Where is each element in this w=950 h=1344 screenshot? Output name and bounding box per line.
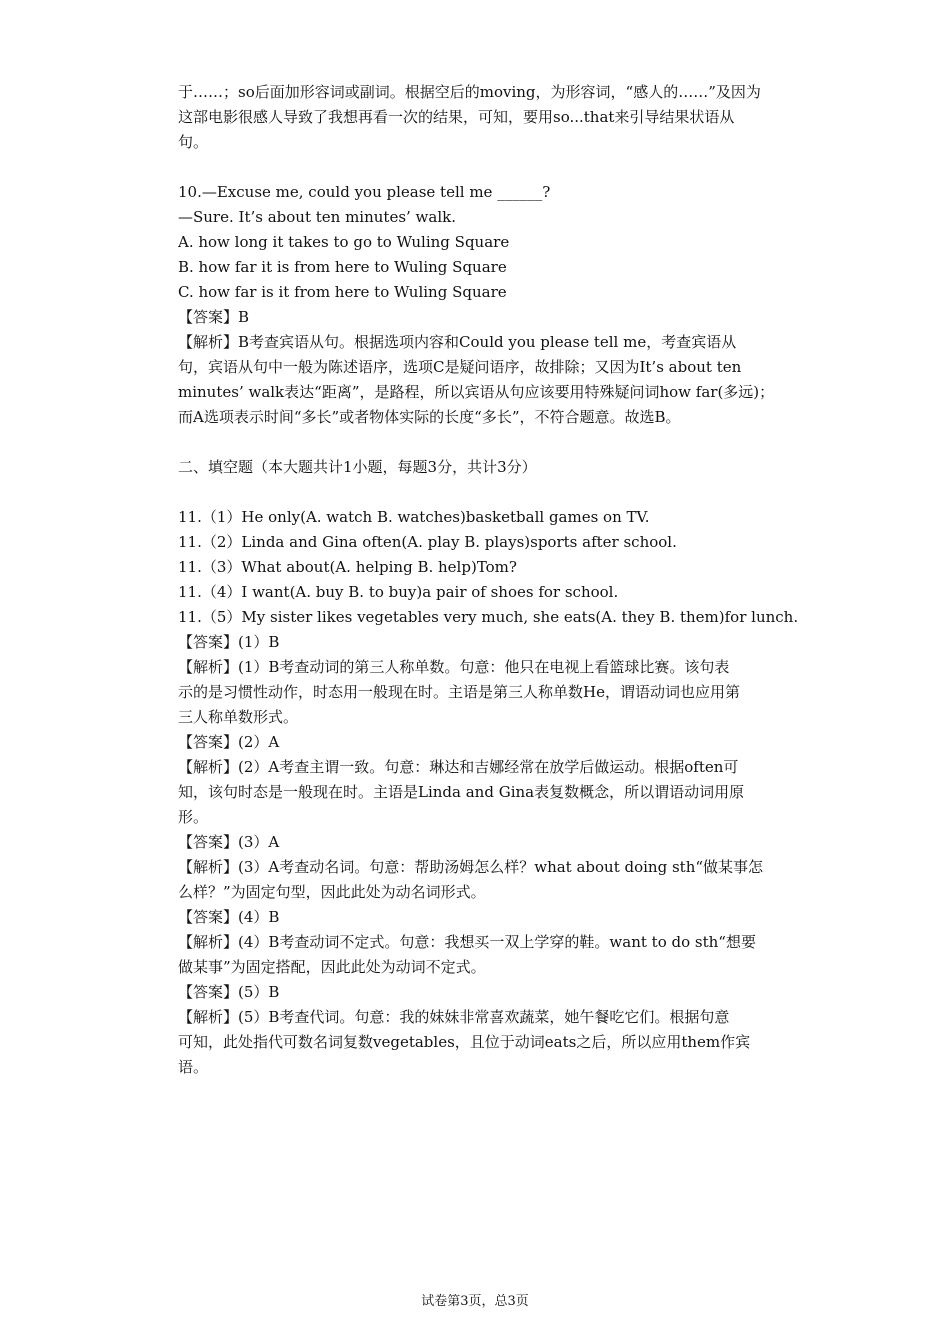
analysis-line: 【解析】(2）A考查主谓一致。句意：琳达和吉娜经常在放学后做运动。根据often可 bbox=[178, 758, 739, 776]
analysis-line: 【解析】(1）B考查动词的第三人称单数。句意：他只在电视上看篮球比赛。该句表 bbox=[178, 658, 730, 676]
text-line: 句。 bbox=[178, 133, 209, 151]
section-title: 二、填空题（本大题共计1小题，每题3分，共计3分） bbox=[178, 458, 537, 476]
question-11 bbox=[178, 505, 823, 1080]
answer-line: 【答案】(5）B bbox=[178, 983, 280, 1001]
analysis-line: 【解析】(4）B考查动词不定式。句意：我想买一双上学穿的鞋。want to do sth“想要 bbox=[178, 933, 756, 951]
option-c: C. how far is it from here to Wuling Square bbox=[178, 283, 507, 301]
analysis-line: 做某事”为固定搭配，因此此处为动词不定式。 bbox=[178, 958, 486, 976]
analysis-line: 语。 bbox=[178, 1058, 209, 1076]
analysis-line: 【解析】(3）A考查动名词。句意：帮助汤姆怎么样？what about doing sth“做某事怎 bbox=[178, 858, 764, 876]
analysis-line: 【解析】B考查宾语从句。根据选项内容和Could you please tell me，考查宾语从 bbox=[178, 333, 737, 351]
answer-line: 【答案】(2）A bbox=[178, 733, 280, 751]
question-item: 11.（2）Linda and Gina often(A. play B. plays)sports after school. bbox=[178, 533, 677, 551]
question-item: 11.（3）What about(A. helping B. help)Tom? bbox=[178, 558, 517, 576]
analysis-line: 而A选项表示时间“多长”或者物体实际的长度“多长”，不符合题意。故选B。 bbox=[178, 408, 681, 426]
page-content bbox=[178, 80, 823, 1080]
question-item: 11.（1）He only(A. watch B. watches)basketball games on TV. bbox=[178, 508, 650, 526]
option-a: A. how long it takes to go to Wuling Square bbox=[178, 233, 510, 251]
analysis-line: 知，该句时态是一般现在时。主语是Linda and Gina表复数概念，所以谓语动词用原 bbox=[178, 783, 745, 801]
analysis-line: 【解析】(5）B考查代词。句意：我的妹妹非常喜欢蔬菜，她午餐吃它们。根据句意 bbox=[178, 1008, 730, 1026]
text-line: 于……；so后面加形容词或副词。根据空后的moving，为形容词，“感人的……”及因为 bbox=[178, 83, 761, 101]
answer-line: 【答案】(4）B bbox=[178, 908, 280, 926]
question-stem: 10.—Excuse me, could you please tell me ______? bbox=[178, 183, 551, 201]
analysis-line: 示的是习惯性动作，时态用一般现在时。主语是第三人称单数He，谓语动词也应用第 bbox=[178, 683, 740, 701]
answer-line: 【答案】(1）B bbox=[178, 633, 280, 651]
analysis-line: 句，宾语从句中一般为陈述语序，选项C是疑问语序，故排除；又因为It’s about ten bbox=[178, 358, 742, 376]
answer-line: 【答案】B bbox=[178, 308, 250, 326]
question-reply: —Sure. It’s about ten minutes’ walk. bbox=[178, 208, 456, 226]
analysis-line: 形。 bbox=[178, 808, 209, 826]
text-line: 这部电影很感人导致了我想再看一次的结果，可知，要用so...that来引导结果状语从 bbox=[178, 108, 735, 126]
analysis-line: minutes’ walk表达“距离”，是路程，所以宾语从句应该要用特殊疑问词how far(多远)； bbox=[178, 383, 775, 401]
page-footer: 试卷第3页，总3页 bbox=[421, 1294, 529, 1309]
analysis-line: 么样？”为固定句型，因此此处为动名词形式。 bbox=[178, 883, 486, 901]
option-b: B. how far it is from here to Wuling Square bbox=[178, 258, 507, 276]
analysis-line: 三人称单数形式。 bbox=[178, 708, 299, 726]
question-item: 11.（4）I want(A. buy B. to buy)a pair of shoes for school. bbox=[178, 583, 619, 601]
continued-analysis bbox=[178, 80, 823, 155]
question-10 bbox=[178, 180, 823, 430]
question-item: 11.（5）My sister likes vegetables very much, she eats(A. they B. them)for lunch. bbox=[178, 608, 799, 626]
analysis-line: 可知，此处指代可数名词复数vegetables，且位于动词eats之后，所以应用them作宾 bbox=[178, 1033, 751, 1051]
answer-line: 【答案】(3）A bbox=[178, 833, 280, 851]
